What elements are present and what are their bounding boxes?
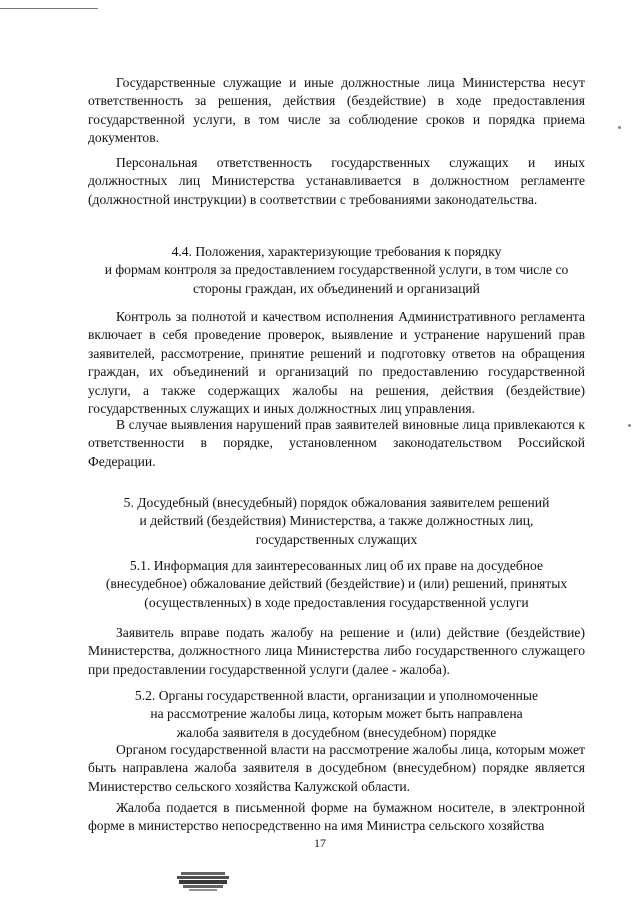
paragraph-complaint-right — [88, 624, 585, 679]
heading-line: на рассмотрение жалобы лица, которым может быть направлена — [150, 706, 523, 722]
paragraph-text: Государственные служащие и иные должностные лица Министерства несут ответственность за решения, действия (бездействие) в ходе предоставления государственной услуги, в том числе за соблюдение сроков и порядка приема документов. — [88, 75, 585, 146]
paragraph-control — [88, 308, 585, 418]
heading-line: (осуществленных) в ходе предоставления государственной услуги — [144, 594, 529, 610]
paragraph-text: Контроль за полнотой и качеством исполнения Административного регламента включает в себя проведение проверок, выявление и устранение нарушений прав заявителей, рассмотрение, принятие решений и подготовку ответов на обращения граждан, их объединений и организаций по предоставлению государственной услуги, а также содержащих жалобы на решения, действия (бездействие) государственных служащих и иных должностных лиц управления. — [88, 309, 585, 417]
heading-line: стороны граждан, их объединений и организаций — [193, 280, 480, 296]
heading-line: жалоба заявителя в досудебном (внесудебном) порядке — [176, 724, 497, 740]
paragraph-text: В случае выявления нарушений прав заявителей виновные лица привлекаются к ответственности в порядке, установленном законодательством Российской Федерации. — [88, 417, 585, 469]
heading-line: государственных служащих — [255, 531, 418, 547]
heading-line: и формам контроля за предоставлением государственной услуги, в том числе со — [104, 262, 569, 278]
heading-line: 5.2. Органы государственной власти, организации и уполномоченные — [134, 688, 539, 703]
section-heading-5 — [80, 494, 593, 549]
paragraph-complaint-form — [88, 799, 585, 836]
scan-speck — [618, 126, 621, 129]
paragraph-text: Жалоба подается в письменной форме на бумажном носителе, в электронной форме в министерство непосредственно на имя Министра сельского хозяйства — [88, 800, 585, 834]
paragraph-text: Персональная ответственность государственных служащих и иных должностных лиц Министерства устанавливается в должностном регламенте (должностной инструкции) в соответствии с требованиями законодательства. — [88, 155, 585, 207]
heading-line: 5.1. Информация для заинтересованных лиц об их праве на досудебное — [129, 558, 544, 573]
paragraph-violations — [88, 416, 585, 471]
paragraph-responsibility — [88, 74, 585, 148]
paragraph-text: Органом государственной власти на рассмотрение жалобы лица, которым может быть направлена жалоба заявителя в досудебном (внесудебном) порядке является Министерство сельского хозяйства Калужской области. — [88, 742, 585, 794]
scan-mark — [0, 0, 98, 9]
paragraph-authority — [88, 741, 585, 796]
paragraph-text: Заявитель вправе подать жалобу на решение и (или) действие (бездействие) Министерства, должностного лица Министерства либо государственного служащего при предоставлении государственной услуги (далее - жалоба). — [88, 625, 585, 677]
paragraph-personal-responsibility — [88, 154, 585, 209]
heading-line: 5. Досудебный (внесудебный) порядок обжалования заявителем решений — [123, 495, 550, 510]
section-heading-5-1 — [80, 557, 593, 612]
section-heading-5-2 — [80, 687, 593, 742]
heading-line: и действий (бездействия) Министерства, а также должностных лиц, — [139, 513, 534, 529]
heading-line: 4.4. Положения, характеризующие требования к порядку — [171, 244, 502, 259]
scan-speck — [628, 424, 631, 427]
stamp-smudge-icon — [175, 866, 235, 894]
heading-line: (внесудебное) обжалование действий (бездействие) и (или) решений, принятых — [105, 576, 568, 592]
section-heading-4-4 — [80, 243, 593, 298]
page-number: 17 — [314, 836, 326, 850]
